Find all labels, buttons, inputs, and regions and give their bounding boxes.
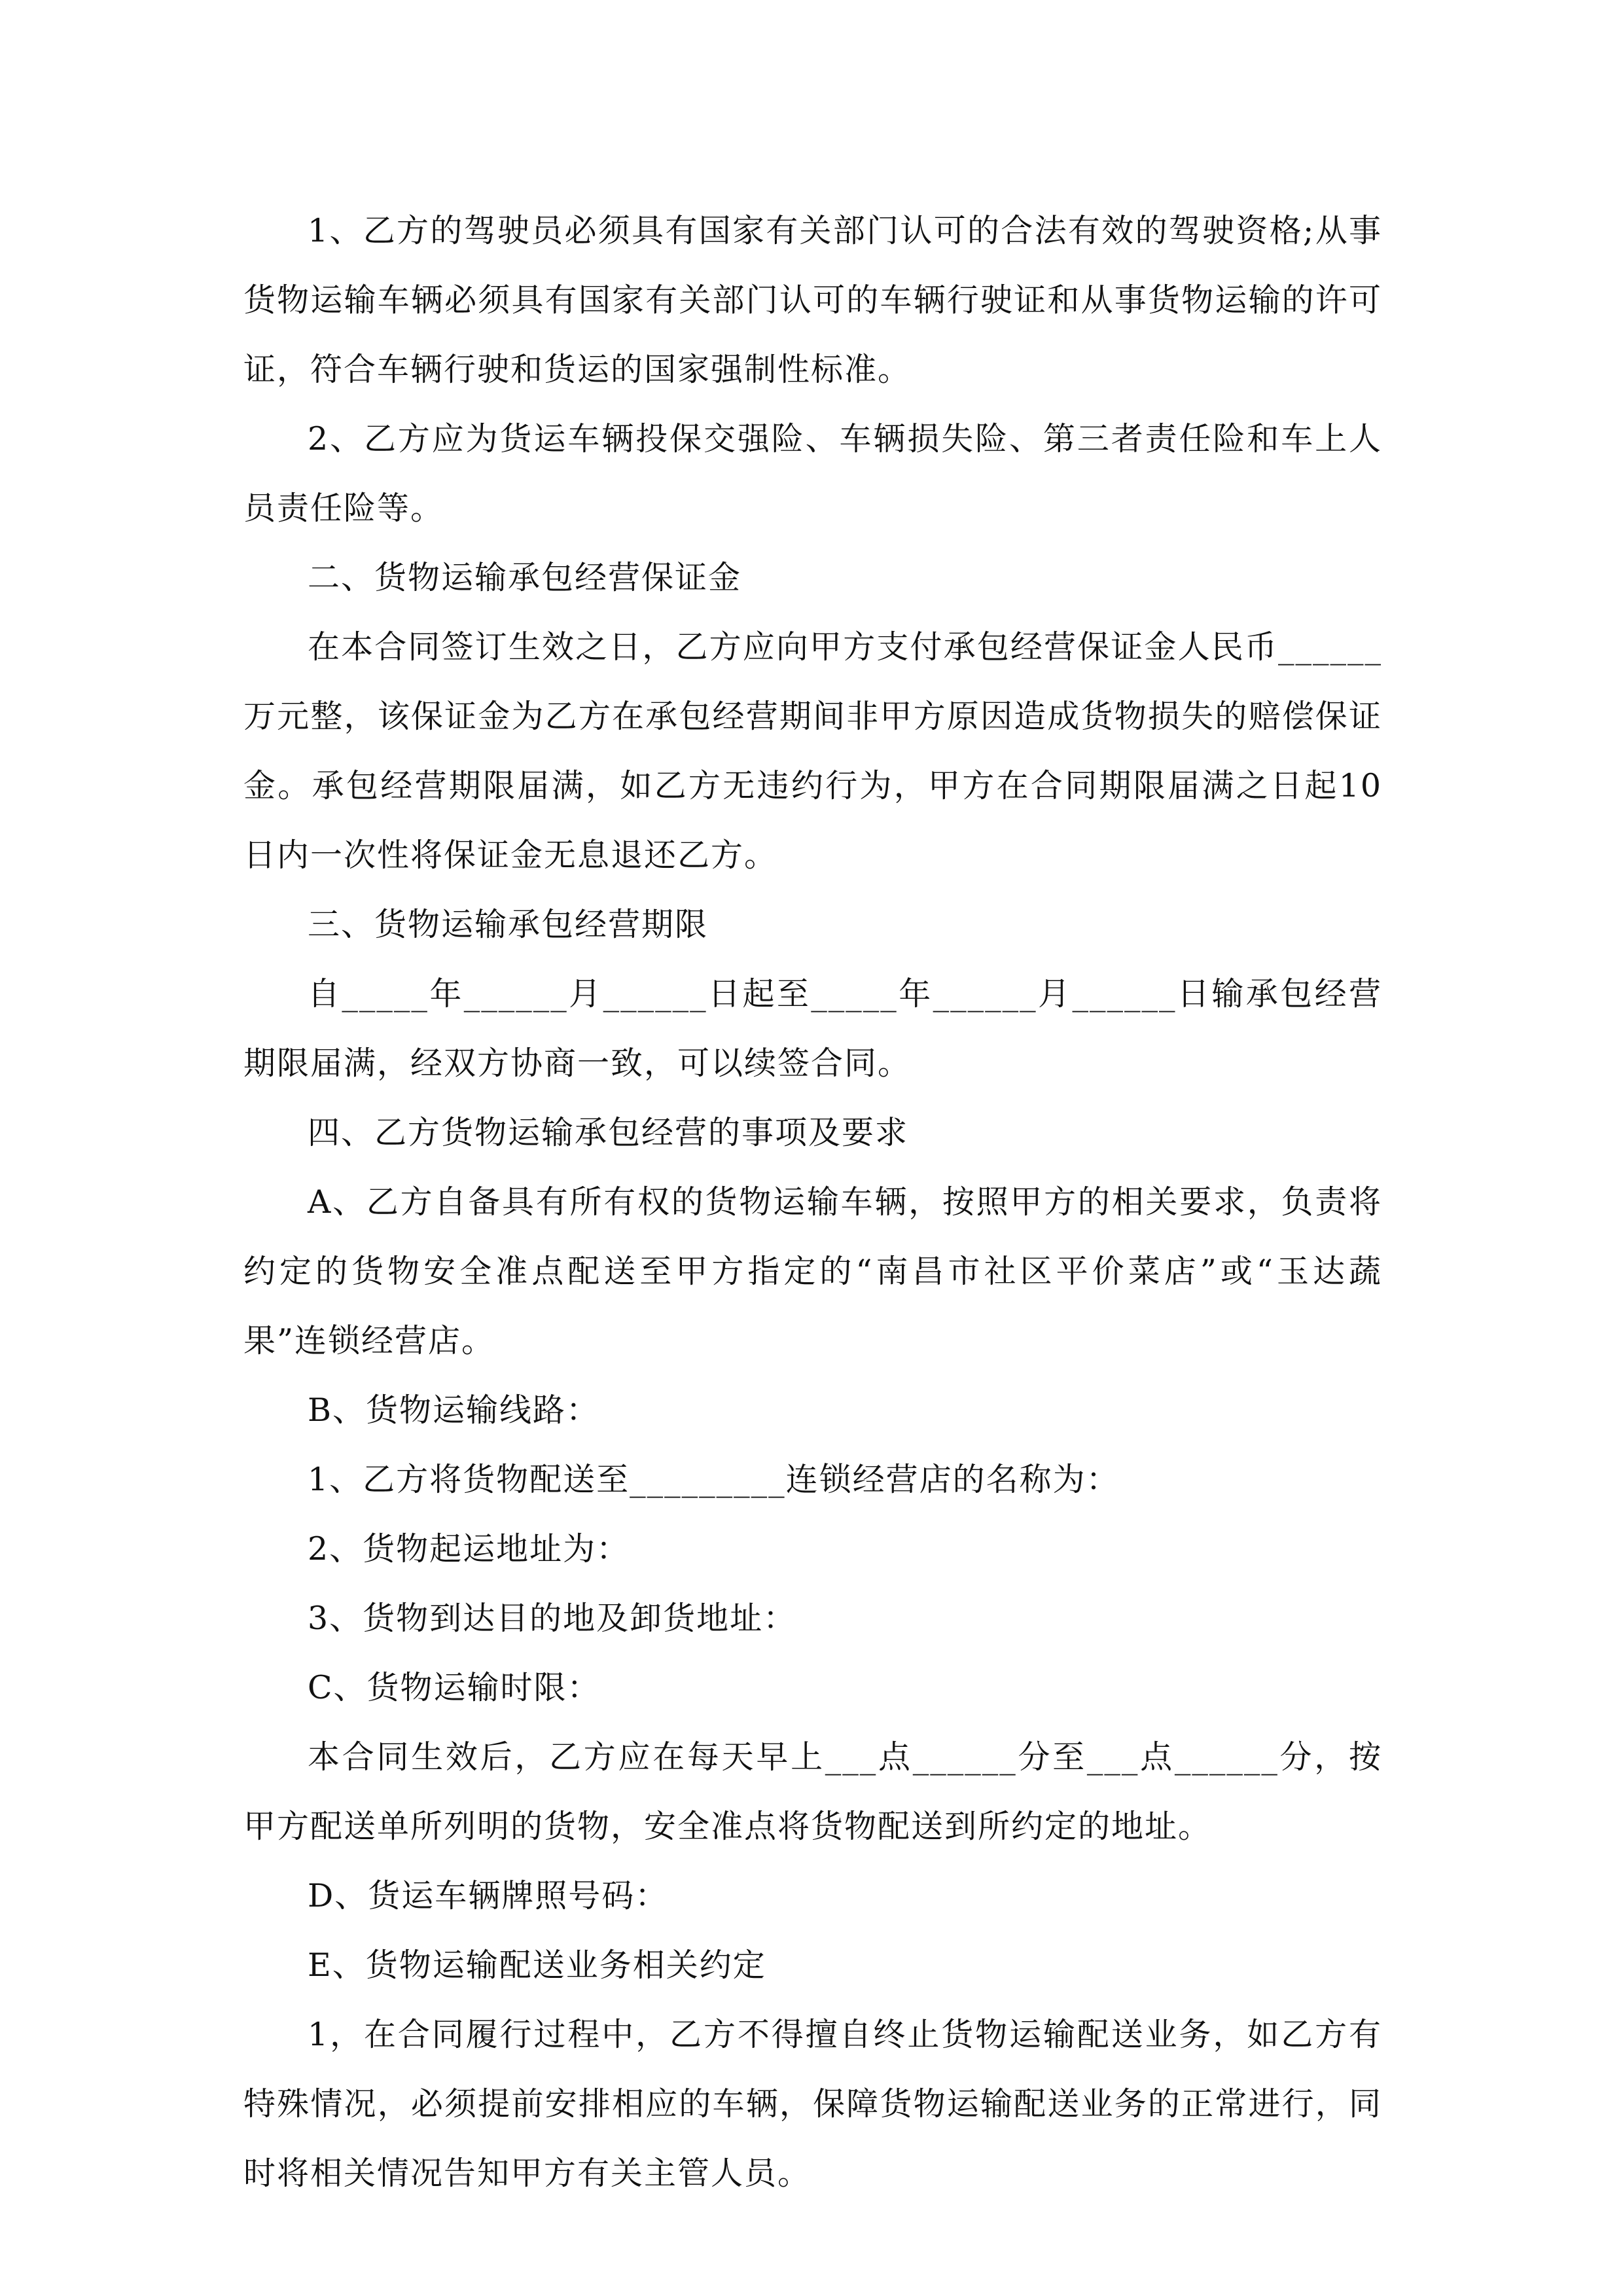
clause-a-vehicles: A、乙方自备具有所有权的货物运输车辆，按照甲方的相关要求，负责将约定的货物安全准点配送至甲方指定的“南昌市社区平价菜店”或“玉达蔬果”连锁经营店。	[243, 1183, 1382, 1359]
clause-b1-store: 1、乙方将货物配送至_________连锁经营店的名称为：	[308, 1461, 1120, 1498]
section-heading-requirements: 四、乙方货物运输承包经营的事项及要求	[308, 1114, 909, 1151]
clause-b2-origin: 2、货物起运地址为：	[308, 1530, 630, 1568]
section-heading-deposit: 二、货物运输承包经营保证金	[308, 559, 742, 596]
clause-b3-destination: 3、货物到达目的地及卸货地址：	[308, 1600, 797, 1637]
clause-vehicle-insurance: 2、乙方应为货运车辆投保交强险、车辆损失险、第三者责任险和车上人员责任险等。	[243, 420, 1382, 527]
clause-deposit: 在本合同签订生效之日，乙方应向甲方支付承包经营保证金人民币______万元整，该保证金为乙方在承包经营期间非甲方原因造成货物损失的赔偿保证金。承包经营期限届满，如乙方无违约行为，甲方在合同期限届满之日起10日内一次性将保证金无息退还乙方。	[243, 628, 1382, 874]
clause-e-agreements: E、货物运输配送业务相关约定	[308, 1946, 766, 1984]
clause-b-route: B、货物运输线路：	[308, 1391, 600, 1429]
clause-term: 自_____年______月______日起至_____年______月______日输承包经营期限届满，经双方协商一致，可以续签合同。	[243, 975, 1382, 1082]
clause-c-schedule: 本合同生效后，乙方应在每天早上___点______分至___点______分，按甲方配送单所列明的货物，安全准点将货物配送到所约定的地址。	[243, 1738, 1382, 1845]
clause-e1-no-termination: 1，在合同履行过程中，乙方不得擅自终止货物运输配送业务，如乙方有特殊情况，必须提前安排相应的车辆，保障货物运输配送业务的正常进行，同时将相关情况告知甲方有关主管人员。	[243, 2016, 1382, 2192]
clause-d-plate-number: D、货运车辆牌照号码：	[308, 1877, 669, 1914]
clause-driver-qualification: 1、乙方的驾驶员必须具有国家有关部门认可的合法有效的驾驶资格;从事货物运输车辆必须具有国家有关部门认可的车辆行驶证和从事货物运输的许可证，符合车辆行驶和货运的国家强制性标准。	[243, 212, 1382, 388]
document-page	[243, 196, 1382, 2208]
clause-c-time-limit: C、货物运输时限：	[308, 1669, 601, 1706]
section-heading-term: 三、货物运输承包经营期限	[308, 906, 709, 943]
